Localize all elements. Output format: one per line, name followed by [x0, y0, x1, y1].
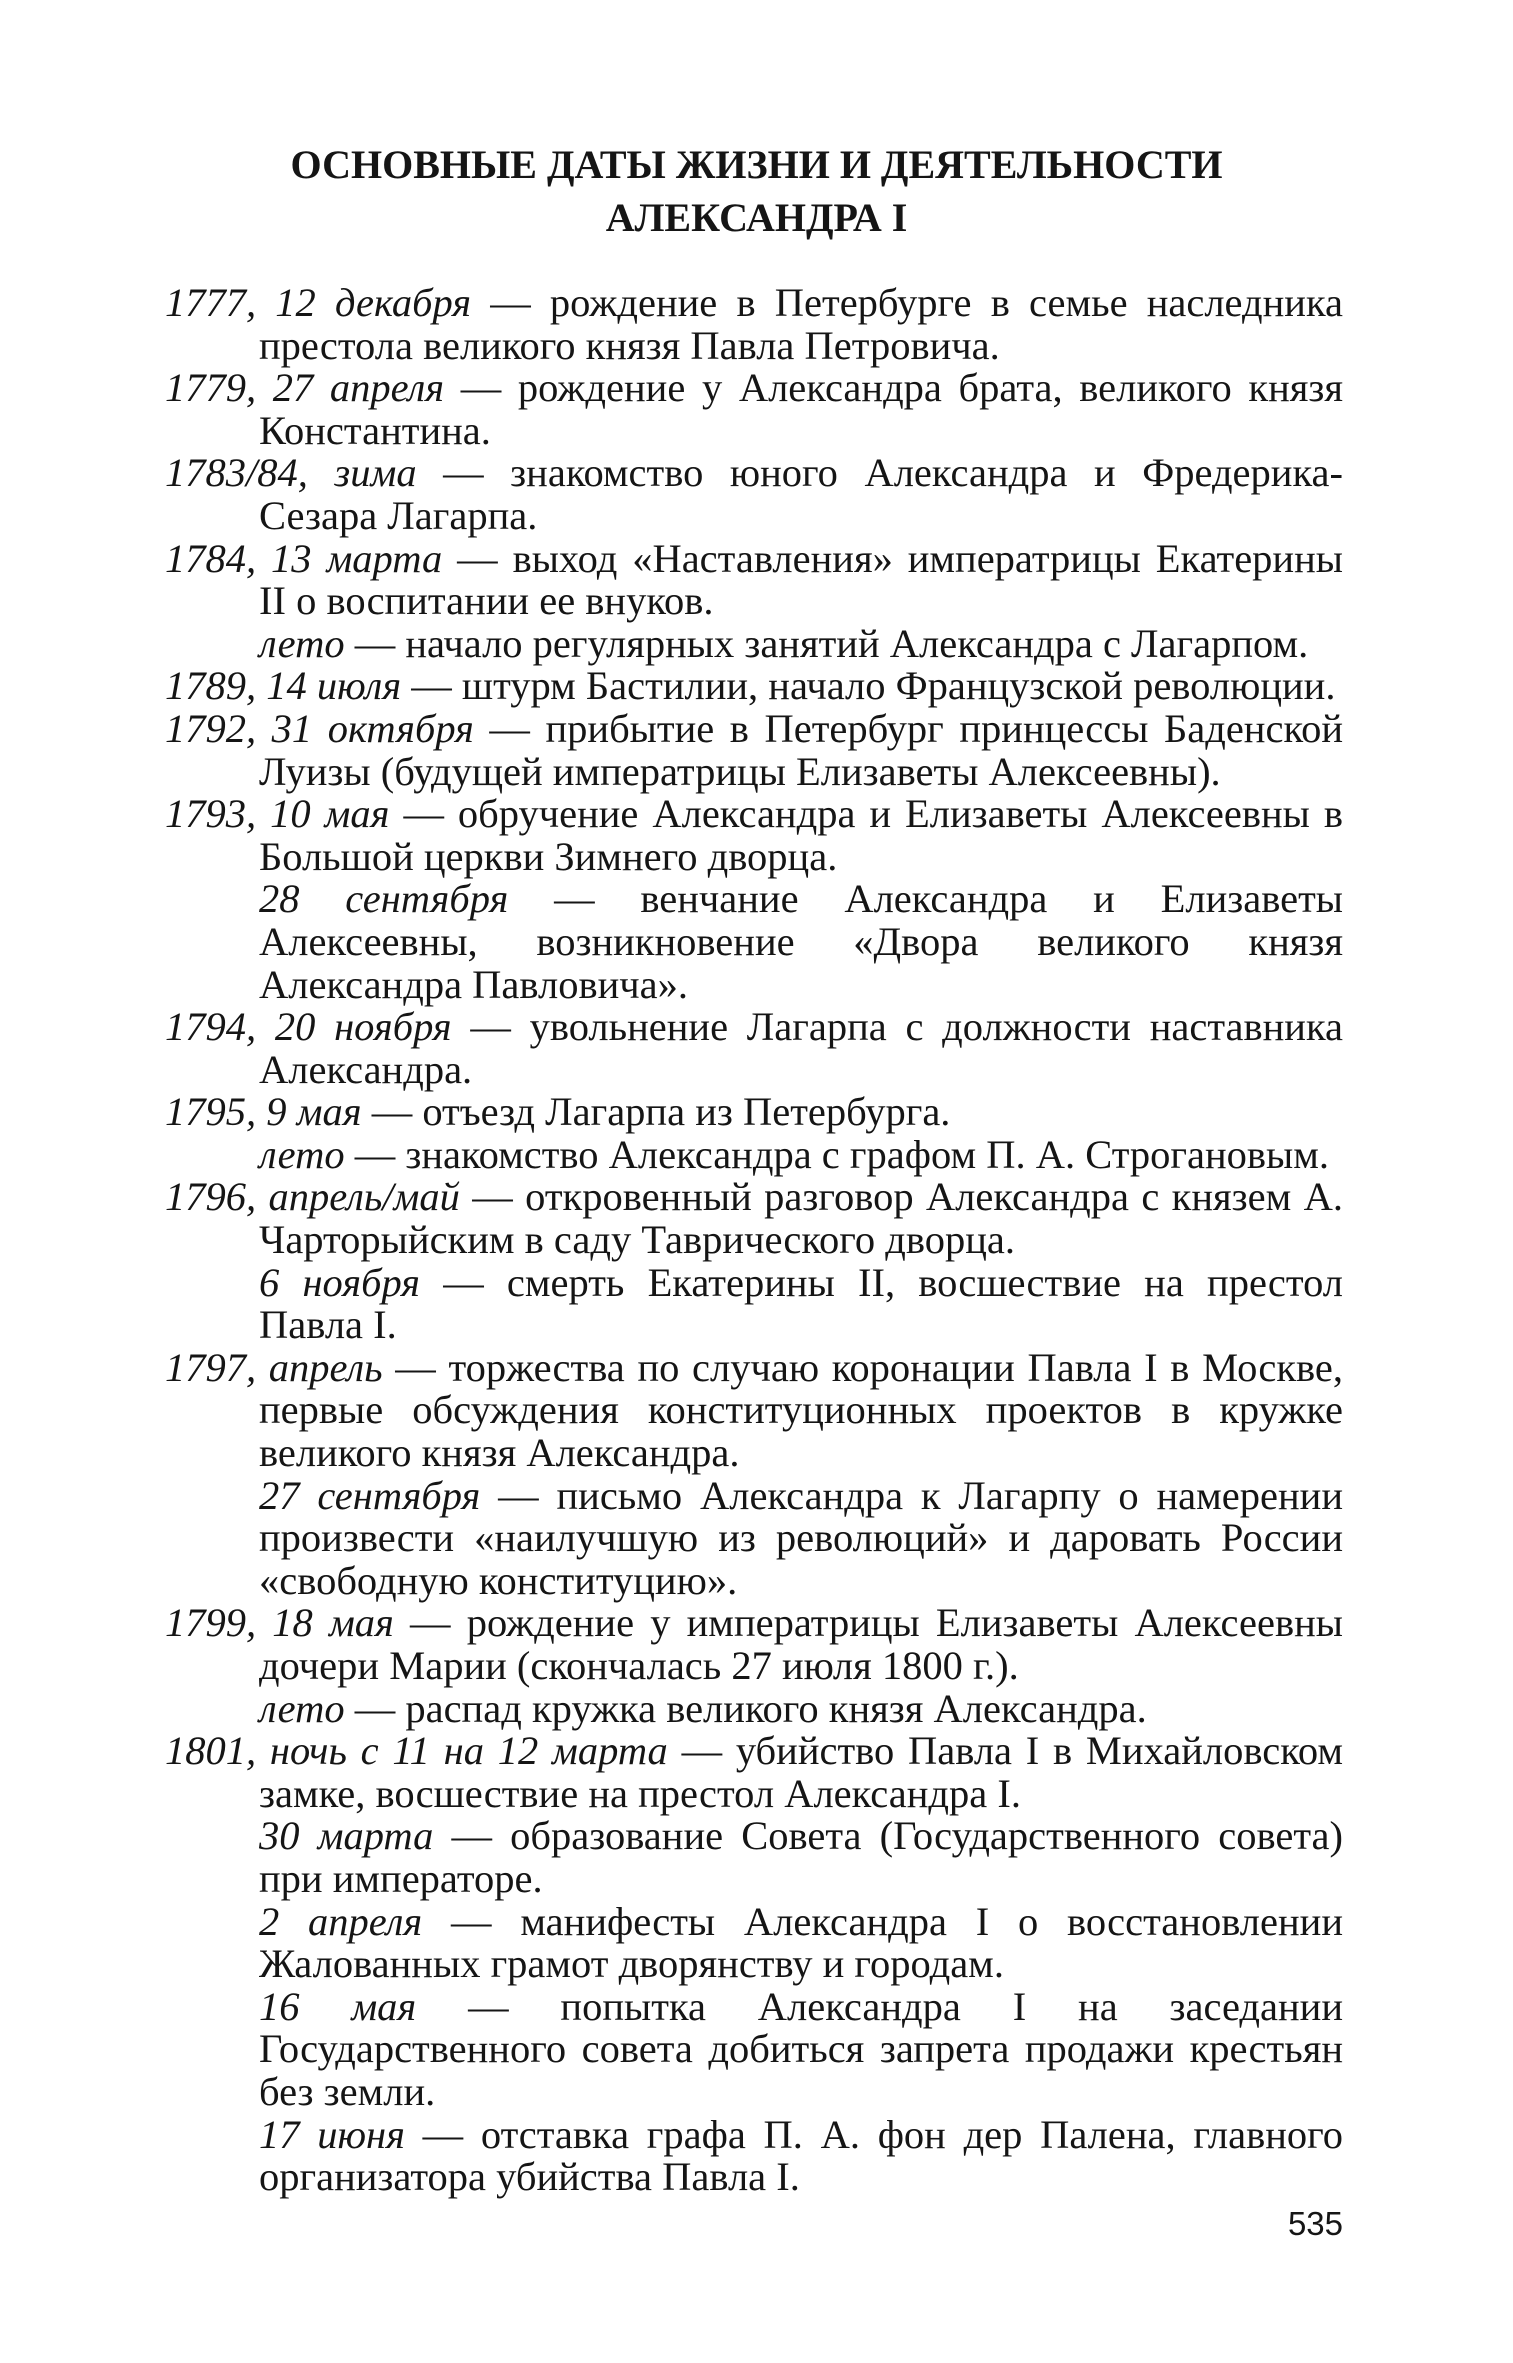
entry-date: 1783/84, зима	[165, 450, 417, 496]
chronology-entry	[165, 665, 1343, 708]
entry-date: 1795, 9 мая	[165, 1089, 362, 1135]
entry-text: — отставка графа П. А. фон дер Палена, главного организатора убийства Павла I.	[259, 2111, 1343, 2200]
chronology-subentry	[165, 1259, 1343, 1348]
chronology-subentry	[165, 1131, 1343, 1177]
chronology-entry	[165, 535, 1343, 624]
entry-text: — письмо Александра к Лагарпу о намерении произвести «наилучшую из революций» и даровать России «свободную конституцию».	[259, 1472, 1343, 1603]
entry-text: — манифесты Александра I о восстановлении Жалованных грамот дворянству и городам.	[259, 1898, 1344, 1987]
chronology-entry	[165, 1091, 1343, 1134]
chronology-list	[165, 282, 1343, 2199]
chronology-entry	[165, 452, 1343, 537]
chronology-subentry	[165, 1898, 1344, 1987]
chronology-subentry	[165, 620, 1343, 666]
entry-text: — смерть Екатерины II, восшествие на престол Павла I.	[259, 1259, 1343, 1348]
entry-date: 1777, 12 декабря	[165, 280, 472, 325]
entry-text: — отъезд Лагарпа из Петербурга.	[361, 1089, 951, 1135]
entry-date: лето	[259, 620, 345, 666]
entry-date: 27 сентября	[259, 1472, 481, 1518]
entry-text: — обручение Александра и Елизаветы Алексеевны в Большой церкви Зимнего дворца.	[259, 791, 1343, 879]
entry-date: 1793, 10 мая	[165, 791, 390, 837]
entry-date: лето	[259, 1685, 345, 1731]
entry-text: — начало регулярных занятий Александра с Лагарпом.	[344, 620, 1309, 666]
chronology-entry	[165, 705, 1343, 794]
heading-line-2: АЛЕКСАНДРА I	[605, 195, 908, 240]
entry-date: 1794, 20 ноября	[165, 1004, 452, 1050]
entry-text: — убийство Павла I в Михайловском замке, восшествие на престол Александра I.	[259, 1728, 1343, 1816]
chronology-entry	[165, 1006, 1343, 1091]
entry-date: 1784, 13 марта	[165, 535, 443, 581]
entry-text: — попытка Александра I на заседании Государственного совета добиться запрета продажи крестьян без земли.	[259, 1983, 1343, 2114]
heading-line-1: ОСНОВНЫЕ ДАТЫ ЖИЗНИ И ДЕЯТЕЛЬНОСТИ	[290, 142, 1223, 187]
entry-text: — торжества по случаю коронации Павла I в Москве, первые обсуждения конституционных проектов в кружке великого князя Александра.	[259, 1344, 1343, 1476]
entry-date: 1789, 14 июля	[165, 663, 402, 709]
entry-text: — образование Совета (Государственного совета) при императоре.	[259, 1813, 1343, 1901]
chronology-entry	[165, 1344, 1343, 1476]
entry-date: 1797, апрель	[165, 1344, 383, 1390]
entry-date: 1796, апрель/май	[165, 1174, 460, 1220]
chronology-entry	[165, 1602, 1343, 1687]
entry-date: 1801, ночь с 11 на 12 марта	[165, 1728, 668, 1774]
chronology-entry	[165, 282, 1343, 367]
chronology-subentry	[165, 878, 1343, 1006]
entry-text: — выход «Наставления» императрицы Екатерины II о воспитании ее внуков.	[259, 535, 1343, 624]
entry-date: 17 июня	[259, 2111, 405, 2157]
chronology-entry	[165, 367, 1343, 452]
chronology-subentry	[165, 1983, 1343, 2114]
entry-date: 6 ноября	[259, 1259, 420, 1305]
chapter-heading	[0, 138, 1513, 244]
entry-date: 28 сентября	[259, 876, 509, 922]
entry-text: — знакомство юного Александра и Фредерика-Сезара Лагарпа.	[259, 450, 1343, 538]
chronology-subentry	[165, 2111, 1343, 2200]
entry-text: — рождение в Петербурге в семье наследника престола великого князя Павла Петровича.	[259, 280, 1343, 368]
entry-date: лето	[259, 1131, 345, 1177]
entry-date: 1779, 27 апреля	[165, 365, 445, 411]
entry-date: 16 мая	[259, 1983, 417, 2029]
entry-text: — увольнение Лагарпа с должности наставника Александра.	[259, 1004, 1343, 1092]
entry-text: — рождение у Александра брата, великого князя Константина.	[259, 365, 1343, 453]
entry-date: 1799, 18 мая	[165, 1600, 394, 1646]
chronology-subentry	[165, 1685, 1343, 1731]
entry-date: 1792, 31 октября	[165, 705, 474, 751]
chronology-entry	[165, 1176, 1343, 1261]
entry-text: — прибытие в Петербург принцессы Баденской Луизы (будущей императрицы Елизаветы Алексеевны).	[259, 705, 1343, 794]
chronology-entry	[165, 793, 1343, 878]
page-number: 535	[1287, 2205, 1343, 2242]
entry-text: — распад кружка великого князя Александра.	[344, 1685, 1147, 1731]
entry-text: — венчание Александра и Елизаветы Алексеевны, возникновение «Двора великого князя Александра Павловича».	[259, 876, 1343, 1007]
chronology-subentry	[165, 1472, 1343, 1603]
chronology-subentry	[165, 1815, 1343, 1900]
entry-date: 2 апреля	[259, 1898, 423, 1944]
chronology-entry	[165, 1730, 1343, 1815]
entry-date: 30 марта	[259, 1813, 434, 1859]
entry-text: — штурм Бастилии, начало Французской революции.	[401, 663, 1336, 709]
entry-text: — знакомство Александра с графом П. А. Строгановым.	[344, 1131, 1329, 1177]
entry-text: — откровенный разговор Александра с князем А. Чарторыйским в саду Таврического дворца.	[259, 1174, 1343, 1263]
entry-text: — рождение у императрицы Елизаветы Алексеевны дочери Марии (скончалась 27 июля 1800 г.).	[259, 1600, 1343, 1688]
